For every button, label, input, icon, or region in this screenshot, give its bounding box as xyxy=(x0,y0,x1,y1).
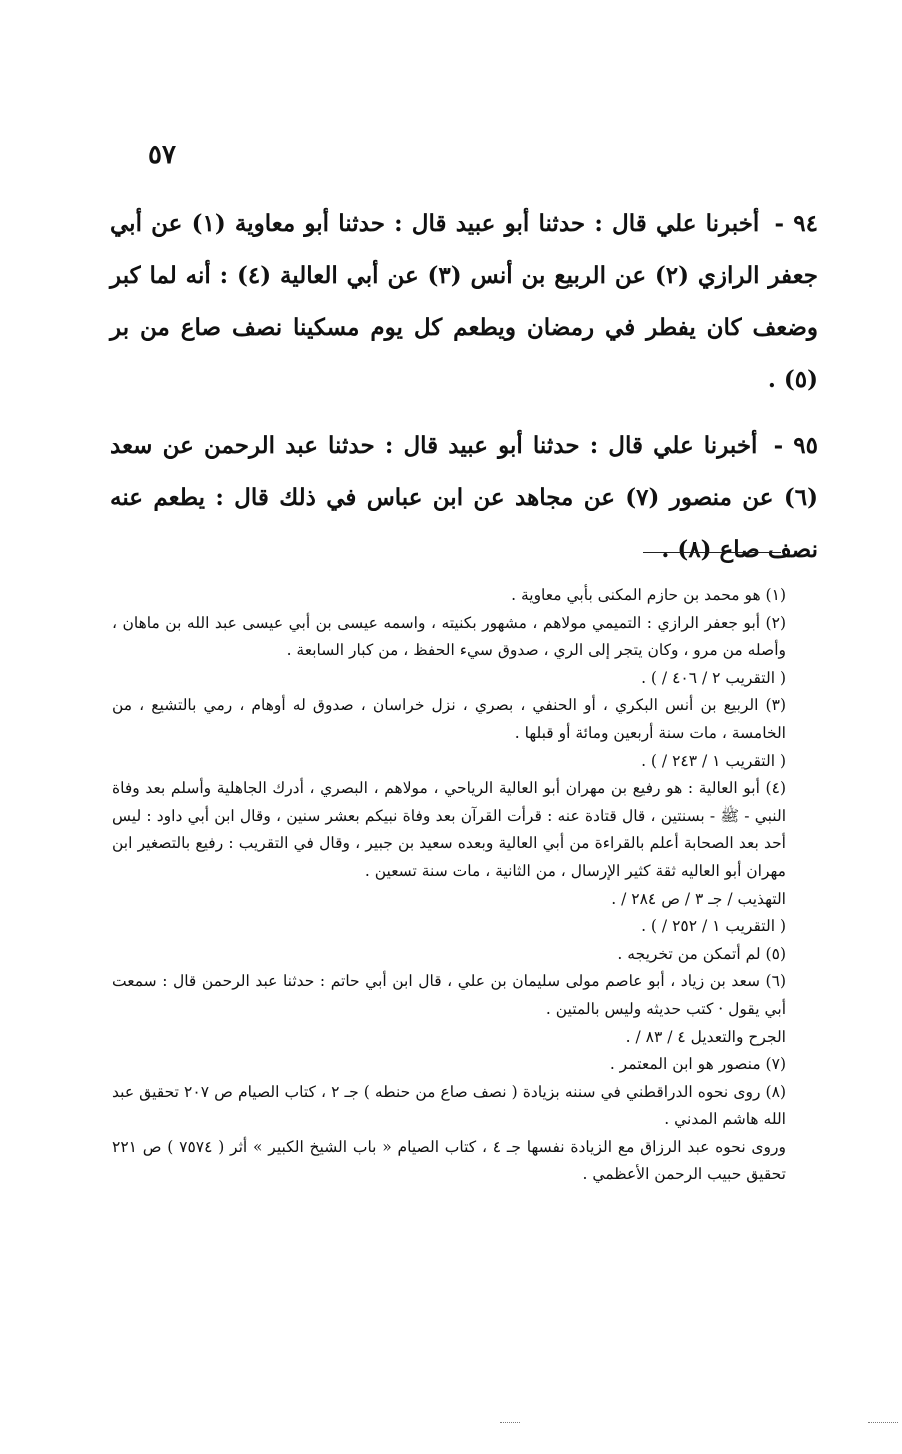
hadith-number: ٩٥ - xyxy=(773,432,818,459)
footnote: (٢) أبو جعفر الرازي : التميمي مولاهم ، مشهور بكنيته ، واسمه عيسى بن أبي عيسى عبد الله بن ماهان ، وأصله من مرو ، وكان يتجر إلى الري ، صدوق سيء الحفظ ، من كبار السابعة . xyxy=(112,613,786,660)
footnote-separator xyxy=(643,552,781,553)
footnotes xyxy=(112,582,816,1189)
hadith-paragraph-94 xyxy=(110,198,818,406)
footnote-reference: ( التقريب ١ / ٢٤٣ / ) . xyxy=(641,751,786,770)
footnote: (١) هو محمد بن حازم المكنى بأبي معاوية . xyxy=(511,586,786,604)
footnote-reference: الجرح والتعديل ٤ / ٨٣ / . xyxy=(625,1027,786,1046)
hadith-number: ٩٤ - xyxy=(774,210,818,237)
hadith-text: أخبرنا علي قال : حدثنا أبو عبيد قال : حدثنا عبد الرحمن عن سعد (٦) عن منصور (٧) عن مجاهد عن ابن عباس في ذلك قال : يطعم عنه نصف صاع (٨) . xyxy=(110,432,818,563)
footnote: (٦) سعد بن زياد ، أبو عاصم مولى سليمان بن علي ، قال ابن أبي حاتم : حدثنا عبد الرحمن قال : سمعت أبي يقول · كتب حديثه وليس بالمتين . xyxy=(112,972,786,1018)
footnote: وروى نحوه عبد الرزاق مع الزيادة نفسها جـ ٤ ، كتاب الصيام « باب الشيخ الكبير » أثر ( ٧٥٧٤ ) ص ٢٢١ تحقيق حبيب الرحمن الأعظمي . xyxy=(112,1137,787,1184)
page-number: ٥٧ xyxy=(148,140,176,170)
hadith-text: أخبرنا علي قال : حدثنا أبو عبيد قال : حدثنا أبو معاوية (١) عن أبي جعفر الرازي (٢) عن الربيع بن أنس (٣) عن أبي العالية (٤) : أنه لما كبر وضعف كان يفطر في رمضان ويطعم كل يوم مسكينا نصف صاع من بر (٥) . xyxy=(110,210,818,393)
footnote: (٧) منصور هو ابن المعتمر . xyxy=(609,1055,786,1074)
footnote-reference: ( التقريب ١ / ٢٥٢ / ) . xyxy=(641,917,786,936)
footnote-reference: ( التقريب ٢ / ٤٠٦ / ) . xyxy=(641,668,786,687)
scan-mark xyxy=(500,1422,520,1423)
main-text xyxy=(110,198,818,590)
footnote: (٥) لم أتمكن من تخريجه . xyxy=(617,944,786,963)
footnote: (٨) روى نحوه الدراقطني في سننه بزيادة ( نصف صاع من حنطه ) جـ ٢ ، كتاب الصيام ص ٢٠٧ تحقيق عبد الله هاشم المدني . xyxy=(112,1082,786,1129)
footnote: (٤) أبو العالية : هو رفيع بن مهران أبو العالية الرياحي ، مولاهم ، البصري ، أدرك الجاهلية وأسلم بعد وفاة النبي - ﷺ - بسنتين ، قال قتادة عنه : قرأت القرآن بعد وفاة نبيكم بعشر سنين ، وقال ابن أبي داود : ليس أحد بعد الصحابة أعلم بالقراءة من أبي العالية وبعده سعيد بن جبير ، وقال في التقريب : رفيع بالتصغير ابن مهران أبو العاليه ثقة كثير الإرسال ، من الثانية ، مات سنة تسعين . xyxy=(112,779,786,880)
scan-mark xyxy=(868,1422,898,1423)
footnote: (٣) الربيع بن أنس البكري ، أو الحنفي ، بصري ، نزل خراسان ، صدوق له أوهام ، رمي بالتشيع ، من الخامسة ، مات سنة أربعين ومائة أو قبلها . xyxy=(112,696,786,742)
footnote-reference: التهذيب / جـ ٣ / ص ٢٨٤ / . xyxy=(611,889,786,908)
